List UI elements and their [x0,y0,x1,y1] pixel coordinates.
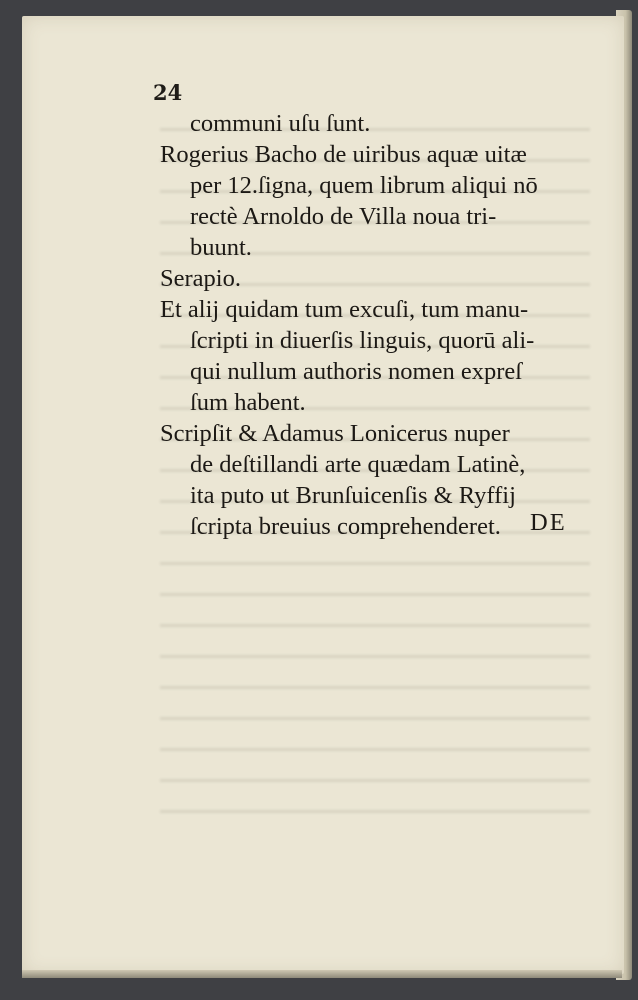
text-line: Et alij quidam tum excuſi, tum manu- [160,296,529,323]
text-line: ſcripta breuius comprehenderet. [190,513,501,540]
page-edge-bottom [22,970,622,978]
text-line: ita puto ut Brunſuicenſis & Ryffij [190,482,516,509]
text-line: ſum habent. [190,389,306,416]
text-line: qui nullum authoris nomen expreſ [190,358,523,385]
text-line: rectè Arnoldo de Villa noua tri- [190,203,497,230]
text-line: communi uſu ſunt. [190,110,371,137]
text-line: Serapio. [160,265,241,292]
text-line: Scripſit & Adamus Lonicerus nuper [160,420,510,447]
body-text [160,108,590,542]
text-line: buunt. [190,234,252,261]
text-line: per 12.ſigna, quem librum aliqui nō [190,172,538,199]
text-line: ſcripti in diuerſis linguis, quorū ali- [190,327,535,354]
page-number: 24 [153,80,183,105]
catchword: DE [530,509,567,536]
text-line: Rogerius Bacho de uiribus aquæ uitæ [160,141,527,168]
text-line: de deſtillandi arte quædam Latinè, [190,451,526,478]
